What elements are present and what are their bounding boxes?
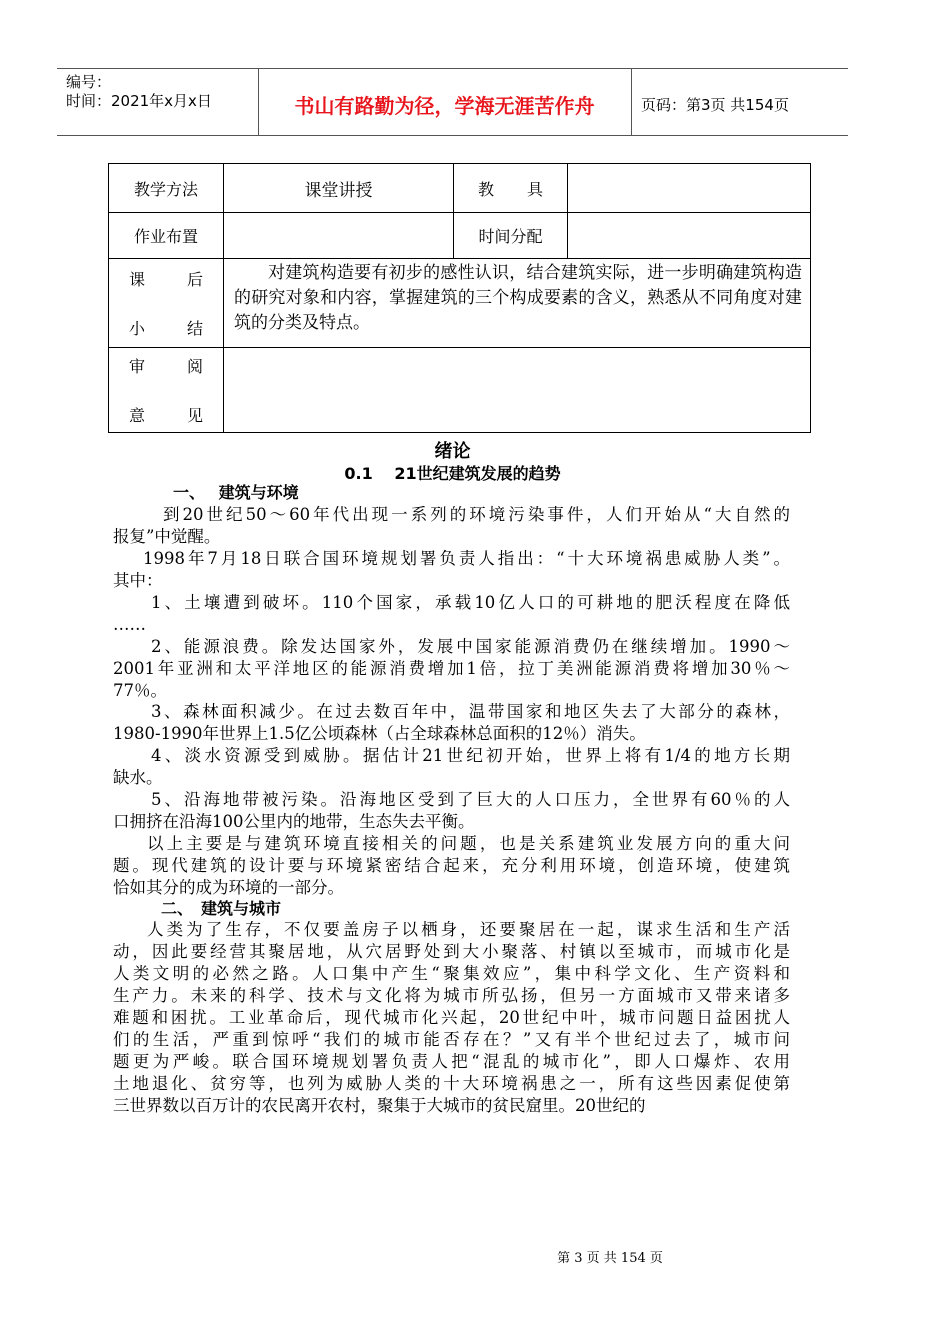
doc-number-label: 编号： <box>66 73 112 91</box>
body-line: 土地退化、贫穷等，也列为威胁人类的十大环境祸患之一，所有这些因素促使第 <box>113 1074 790 1093</box>
review-label-3: 意 <box>129 406 146 425</box>
body-line: 动，因此要经营其聚居地，从穴居野处到大小聚落、村镇以至城市，而城市化是 <box>113 942 790 961</box>
page-footer: 第 3 页 共 154 页 <box>557 1251 663 1266</box>
body-line: 题。现代建筑的设计要与环境紧密结合起来，充分利用环境，创造环境，使建筑 <box>113 856 790 875</box>
review-value <box>224 348 811 433</box>
body-line: 人类文明的必然之路。人口集中产生“聚集效应”，集中科学文化、生产资料和 <box>113 964 790 983</box>
tools-value <box>568 164 811 213</box>
body-line: 人类为了生存，不仅要盖房子以栖身，还要聚居在一起，谋求生活和生产活 <box>147 920 790 939</box>
header-top-rule <box>57 68 848 69</box>
body-line: 其中： <box>113 571 163 590</box>
body-line: 难题和困扰。工业革命后，现代城市化兴起，20世纪中叶，城市问题日益困扰人 <box>113 1008 790 1027</box>
body-line: 4、淡水资源受到威胁。据估计21世纪初开始，世界上将有1/4的地方长期 <box>151 746 790 765</box>
tools-label-1: 教 <box>478 179 495 199</box>
summary-label-4: 结 <box>186 319 203 338</box>
body-line: 1998年7月18日联合国环境规划署负责人指出：“十大环境祸患威胁人类”。 <box>143 549 790 568</box>
review-label-4: 见 <box>186 406 203 425</box>
body-line: 缺水。 <box>113 768 163 787</box>
body-line: 以上主要是与建筑环境直接相关的问题，也是关系建筑业发展方向的重大问 <box>147 834 790 853</box>
method-value: 课堂讲授 <box>224 164 454 213</box>
header-motto: 书山有路勤为径，学海无涯苦作舟 <box>294 94 595 118</box>
header-divider <box>631 68 632 135</box>
summary-label-1: 课 <box>129 270 146 289</box>
body-line: …… <box>113 615 146 634</box>
body-line: 三世界数以百万计的农民离开农村，聚集于大城市的贫民窟里。20世纪的 <box>113 1096 646 1115</box>
body-line: 生产力。未来的科学、技术与文化将为城市所弘扬，但另一方面城市又带来诸多 <box>113 986 790 1005</box>
method-label: 教学方法 <box>109 164 224 213</box>
summary-text: 对建筑构造要有初步的感性认识，结合建筑实际，进一步明确建筑构造的研究对象和内容，掌握建筑的三个构成要素的含义，熟悉从不同角度对建筑的分类及特点。 <box>224 259 811 348</box>
doc-time-label: 时间：2021年x月x日 <box>66 92 212 110</box>
review-label-2: 阅 <box>186 357 203 376</box>
chapter-title: 绪论 <box>434 441 471 462</box>
body-line: 2、能源浪费。除发达国家外，发展中国家能源消费仍在继续增加。1990～ <box>151 637 790 656</box>
section-heading: 二、 建筑与城市 <box>161 899 282 918</box>
section-title: 0.1 21世纪建筑发展的趋势 <box>344 464 561 483</box>
homework-value <box>224 213 454 259</box>
page-number-label: 页码：第3页 共154页 <box>641 96 789 114</box>
time-alloc-value <box>568 213 811 259</box>
body-line: 们的生活，严重到惊呼“我们的城市能否存在？”又有半个世纪过去了，城市问 <box>113 1030 790 1049</box>
body-line: 恰如其分的成为环境的一部分。 <box>113 878 344 897</box>
body-line: 77％。 <box>113 681 167 700</box>
body-line: 5、沿海地带被污染。沿海地区受到了巨大的人口压力，全世界有60％的人 <box>151 790 790 809</box>
lesson-info-table <box>108 163 811 433</box>
time-alloc-label: 时间分配 <box>454 213 568 259</box>
summary-label-3: 小 <box>129 319 146 338</box>
section-heading: 一、 建筑与环境 <box>173 483 299 502</box>
body-line: 1、土壤遭到破坏。110个国家，承载10亿人口的可耕地的肥沃程度在降低 <box>151 593 790 612</box>
body-line: 报复”中觉醒。 <box>113 527 221 546</box>
homework-label: 作业布置 <box>109 213 224 259</box>
body-line: 3、森林面积减少。在过去数百年中，温带国家和地区失去了大部分的森林， <box>151 702 790 721</box>
body-line: 到20世纪50～60年代出现一系列的环境污染事件，人们开始从“大自然的 <box>163 505 790 524</box>
summary-label-2: 后 <box>186 270 203 289</box>
tools-label-2: 具 <box>526 179 543 199</box>
body-line: 题更为严峻。联合国环境规划署负责人把“混乱的城市化”，即人口爆炸、农用 <box>113 1052 790 1071</box>
review-label-1: 审 <box>129 357 146 376</box>
body-line: 1980-1990年世界上1.5亿公顷森林（占全球森林总面积的12％）消失。 <box>113 724 646 743</box>
header-bottom-rule <box>57 135 848 136</box>
body-line: 口拥挤在沿海100公里内的地带，生态失去平衡。 <box>113 812 475 831</box>
body-line: 2001年亚洲和太平洋地区的能源消费增加1倍，拉丁美洲能源消费将增加30％～ <box>113 659 790 678</box>
